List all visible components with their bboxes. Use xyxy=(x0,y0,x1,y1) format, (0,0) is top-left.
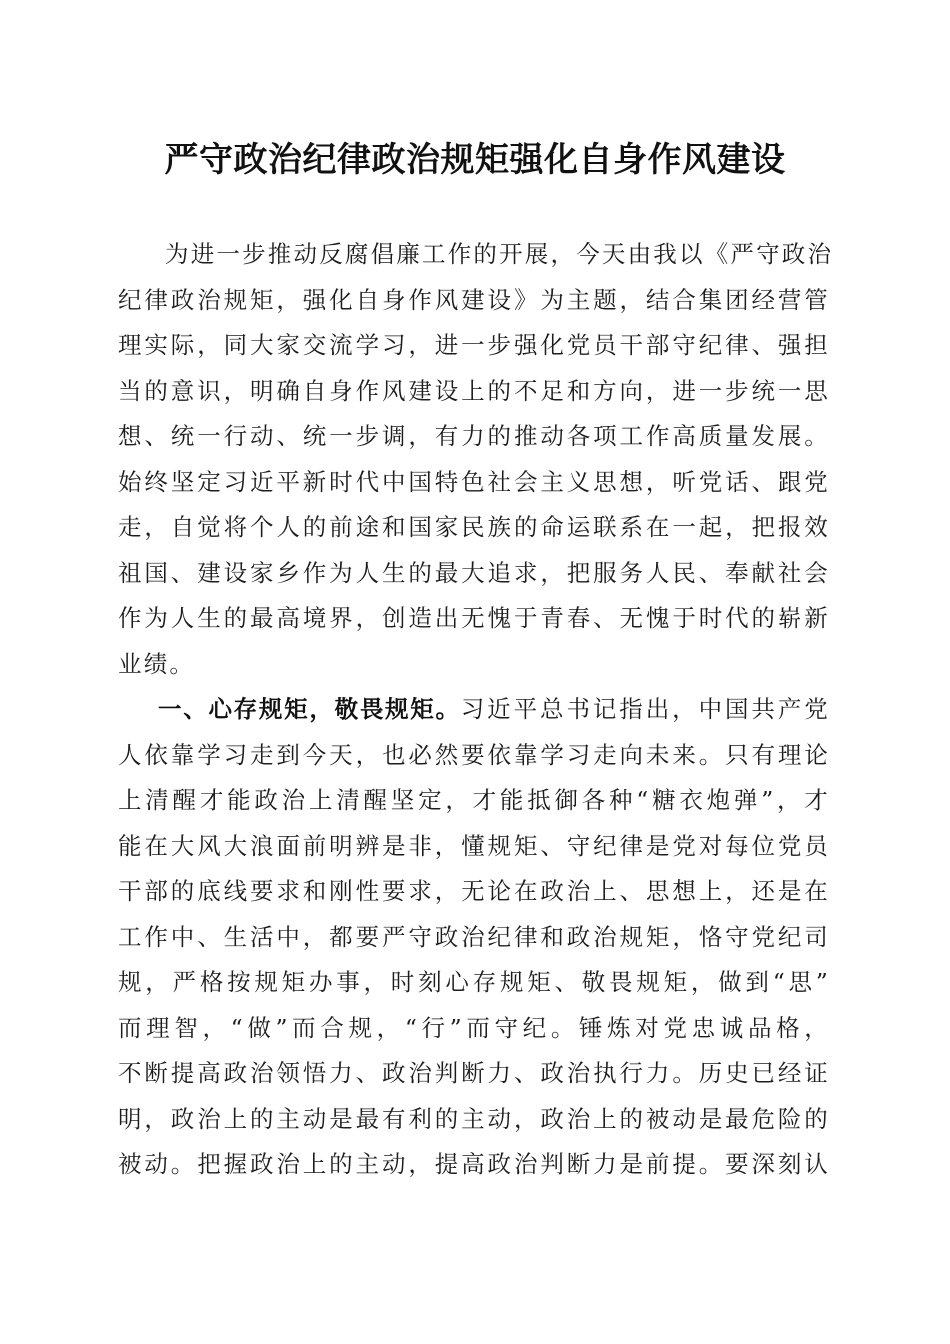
paragraph-intro xyxy=(118,232,834,687)
text-line: 始终坚定习近平新时代中国特色社会主义思想，听党话、跟党 xyxy=(118,467,830,496)
document-body xyxy=(118,232,834,1188)
text-line: 明，政治上的主动是最有利的主动，政治上的被动是最危险的 xyxy=(118,1104,830,1133)
section-heading: 一、心存规矩，敬畏规矩。 xyxy=(158,695,461,723)
text-line: 祖国、建设家乡作为人生的最大追求，把服务人民、奉献社会 xyxy=(118,558,830,587)
text-line: 规，严格按规矩办事，时刻心存规矩、敬畏规矩，做到“思” xyxy=(118,968,830,996)
text-line: 想、统一行动、统一步调，有力的推动各项工作高质量发展。 xyxy=(118,422,830,450)
text-line: 作为人生的最高境界，创造出无愧于青春、无愧于时代的崭新 xyxy=(118,604,830,632)
text-line: 被动。把握政治上的主动，提高政治判断力是前提。要深刻认 xyxy=(118,1150,830,1178)
text-line: 理实际，同大家交流学习，进一步强化党员干部守纪律、强担 xyxy=(118,331,830,359)
text-line: 人依靠学习走到今天，也必然要依靠学习走向未来。只有理论 xyxy=(118,740,830,769)
text-line: 为进一步推动反腐倡廉工作的开展，今天由我以《严守政治 xyxy=(165,240,834,268)
text-line: 能在大风大浪面前明辨是非，懂规矩、守纪律是党对每位党员 xyxy=(118,831,830,860)
text-line: 走，自觉将个人的前途和国家民族的命运联系在一起，把报效 xyxy=(118,513,830,541)
text-line: 当的意识，明确自身作风建设上的不足和方向，进一步统一思 xyxy=(118,376,830,405)
section-first-line-text: 习近平总书记指出，中国共产党 xyxy=(460,695,830,723)
text-line xyxy=(118,687,830,733)
document-title: 严守政治纪律政治规矩强化自身作风建设 xyxy=(164,140,786,180)
text-line: 上清醒才能政治上清醒坚定，才能抵御各种“糖衣炮弹”，才 xyxy=(118,786,830,814)
text-line: 干部的底线要求和刚性要求，无论在政治上、思想上，还是在 xyxy=(118,877,830,905)
text-line: 业绩。 xyxy=(118,649,196,678)
text-line: 不断提高政治领悟力、政治判断力、政治执行力。历史已经证 xyxy=(118,1059,830,1087)
text-line: 工作中、生活中，都要严守政治纪律和政治规矩，恪守党纪司 xyxy=(118,922,830,951)
paragraph-section-1 xyxy=(118,687,830,1188)
text-line: 纪律政治规矩，强化自身作风建设》为主题，结合集团经营管 xyxy=(118,285,830,314)
text-line: 而理智，“做”而合规，“行”而守纪。锤炼对党忠诚品格， xyxy=(118,1013,830,1042)
